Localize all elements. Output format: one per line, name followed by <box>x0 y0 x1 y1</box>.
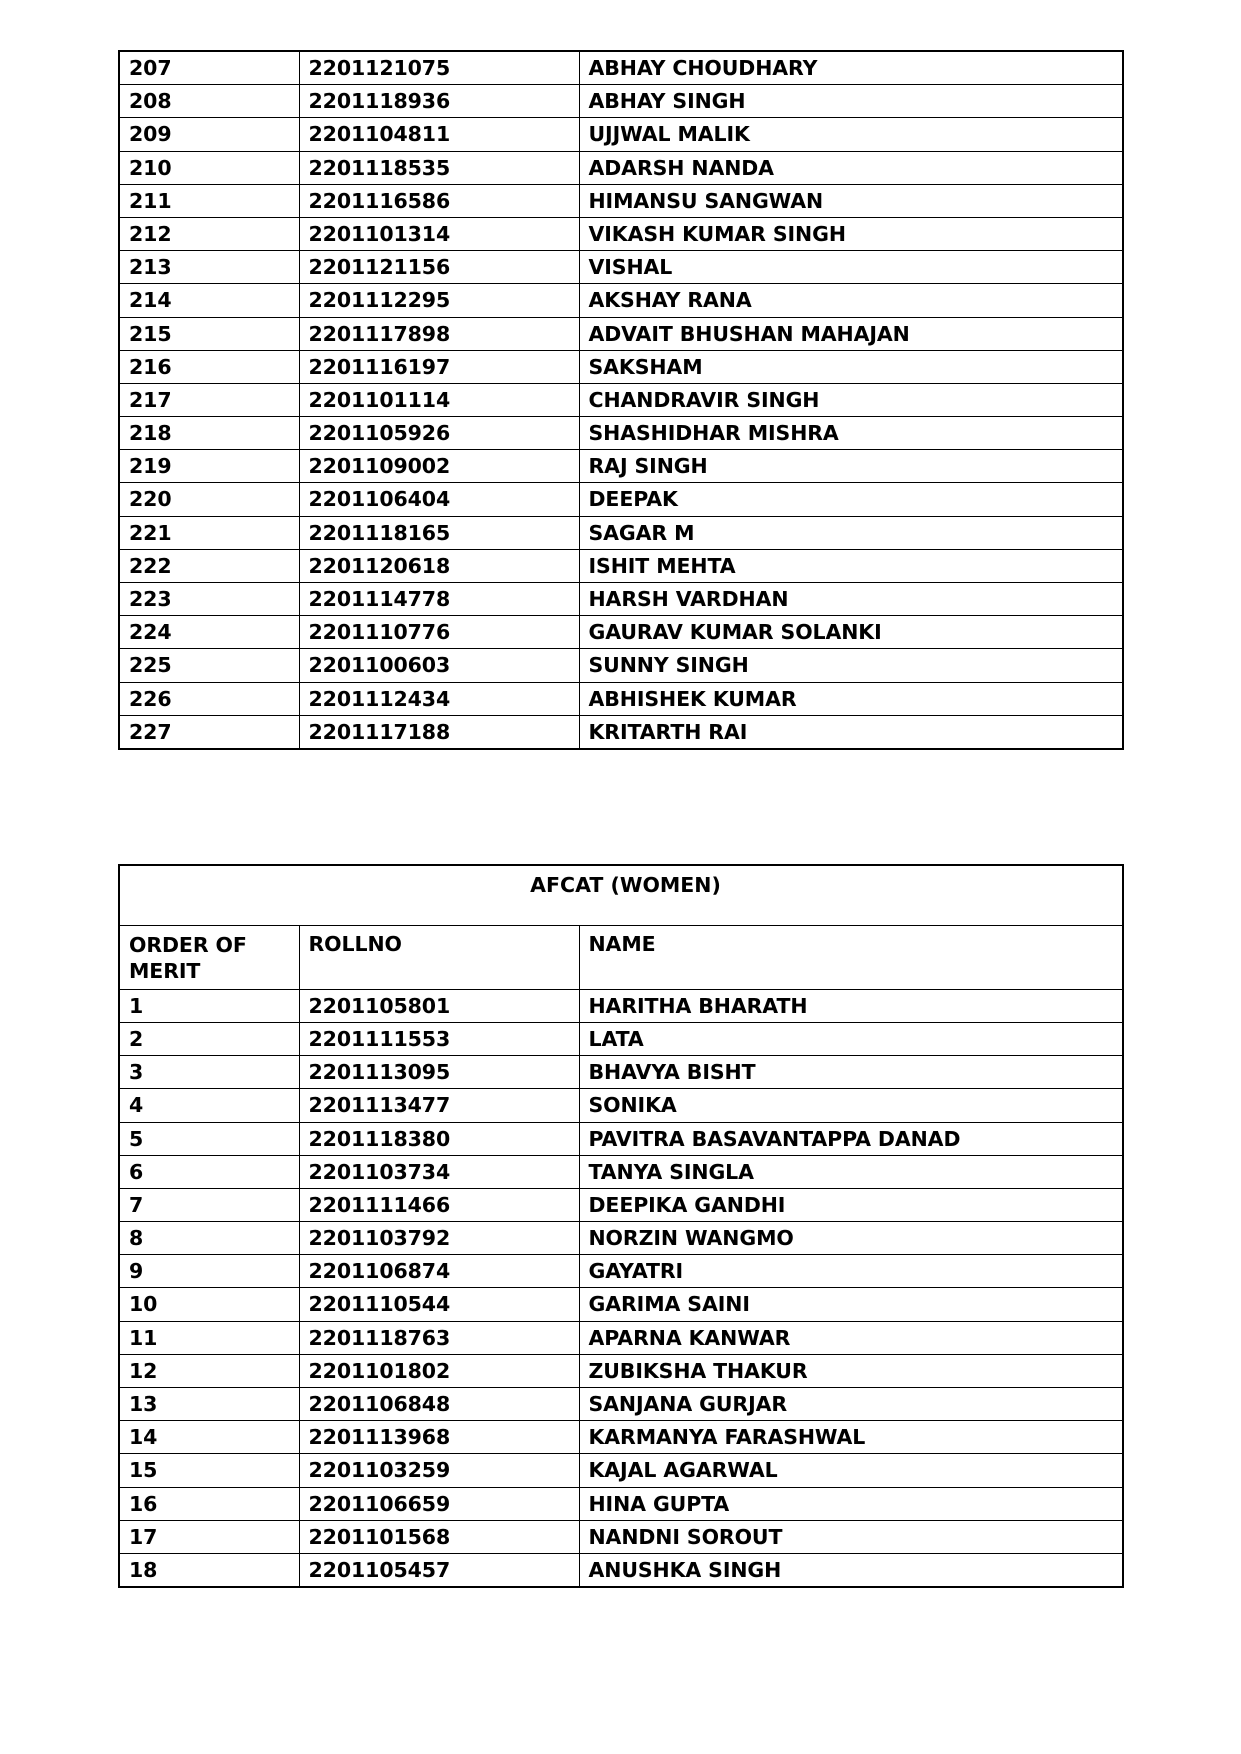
cell-name: DEEPAK <box>579 483 1123 516</box>
table-row <box>119 516 1123 549</box>
cell-order: 214 <box>119 284 299 317</box>
cell-rollno: 2201112295 <box>299 284 579 317</box>
cell-rollno: 2201111466 <box>299 1188 579 1221</box>
table-row <box>119 1454 1123 1487</box>
cell-name: PAVITRA BASAVANTAPPA DANAD <box>579 1122 1123 1155</box>
cell-rollno: 2201106848 <box>299 1388 579 1421</box>
cell-rollno: 2201118535 <box>299 151 579 184</box>
cell-rollno: 2201118380 <box>299 1122 579 1155</box>
cell-rollno: 2201100603 <box>299 649 579 682</box>
merit-table <box>118 50 1124 750</box>
cell-name: RAJ SINGH <box>579 450 1123 483</box>
cell-rollno: 2201110776 <box>299 616 579 649</box>
table-row <box>119 350 1123 383</box>
cell-rollno: 2201103792 <box>299 1222 579 1255</box>
cell-order: 208 <box>119 85 299 118</box>
cell-rollno: 2201118165 <box>299 516 579 549</box>
cell-order: 3 <box>119 1056 299 1089</box>
table-row <box>119 583 1123 616</box>
cell-name: ADARSH NANDA <box>579 151 1123 184</box>
cell-name: ABHISHEK KUMAR <box>579 682 1123 715</box>
table-row <box>119 1022 1123 1055</box>
cell-name: ABHAY CHOUDHARY <box>579 51 1123 85</box>
cell-order: 216 <box>119 350 299 383</box>
cell-order: 209 <box>119 118 299 151</box>
cell-order: 207 <box>119 51 299 85</box>
table-row <box>119 1222 1123 1255</box>
cell-rollno: 2201101314 <box>299 217 579 250</box>
table-row <box>119 649 1123 682</box>
table-row <box>119 450 1123 483</box>
table-row <box>119 51 1123 85</box>
cell-rollno: 2201120618 <box>299 549 579 582</box>
column-header-order: ORDER OF MERIT <box>119 925 299 989</box>
column-header-roll: ROLLNO <box>299 925 579 989</box>
table-row <box>119 1388 1123 1421</box>
cell-order: 213 <box>119 251 299 284</box>
cell-order: 8 <box>119 1222 299 1255</box>
cell-rollno: 2201121075 <box>299 51 579 85</box>
cell-order: 7 <box>119 1188 299 1221</box>
cell-order: 217 <box>119 383 299 416</box>
table-row <box>119 1288 1123 1321</box>
table-row <box>119 317 1123 350</box>
cell-name: NORZIN WANGMO <box>579 1222 1123 1255</box>
cell-name: VIKASH KUMAR SINGH <box>579 217 1123 250</box>
table-row <box>119 1089 1123 1122</box>
cell-order: 215 <box>119 317 299 350</box>
cell-rollno: 2201113477 <box>299 1089 579 1122</box>
cell-name: ANUSHKA SINGH <box>579 1553 1123 1587</box>
section-banner-row <box>119 865 1123 925</box>
cell-order: 223 <box>119 583 299 616</box>
table-row <box>119 1487 1123 1520</box>
cell-name: ZUBIKSHA THAKUR <box>579 1354 1123 1387</box>
cell-name: BHAVYA BISHT <box>579 1056 1123 1089</box>
cell-rollno: 2201104811 <box>299 118 579 151</box>
cell-order: 227 <box>119 715 299 749</box>
table-row <box>119 417 1123 450</box>
cell-rollno: 2201101568 <box>299 1520 579 1553</box>
table-row <box>119 85 1123 118</box>
table-row <box>119 1553 1123 1587</box>
cell-order: 18 <box>119 1553 299 1587</box>
cell-order: 219 <box>119 450 299 483</box>
cell-rollno: 2201106874 <box>299 1255 579 1288</box>
table-body <box>119 51 1123 749</box>
cell-order: 14 <box>119 1421 299 1454</box>
cell-name: SHASHIDHAR MISHRA <box>579 417 1123 450</box>
table-row <box>119 1155 1123 1188</box>
cell-name: ABHAY SINGH <box>579 85 1123 118</box>
cell-order: 10 <box>119 1288 299 1321</box>
cell-rollno: 2201113968 <box>299 1421 579 1454</box>
cell-name: LATA <box>579 1022 1123 1055</box>
cell-name: UJJWAL MALIK <box>579 118 1123 151</box>
table-row <box>119 1321 1123 1354</box>
cell-name: VISHAL <box>579 251 1123 284</box>
cell-rollno: 2201103734 <box>299 1155 579 1188</box>
cell-order: 218 <box>119 417 299 450</box>
cell-order: 222 <box>119 549 299 582</box>
cell-rollno: 2201112434 <box>299 682 579 715</box>
cell-order: 225 <box>119 649 299 682</box>
cell-name: GAURAV KUMAR SOLANKI <box>579 616 1123 649</box>
cell-rollno: 2201101802 <box>299 1354 579 1387</box>
table-row <box>119 1122 1123 1155</box>
cell-order: 226 <box>119 682 299 715</box>
table-body <box>119 865 1123 1587</box>
cell-order: 221 <box>119 516 299 549</box>
cell-order: 16 <box>119 1487 299 1520</box>
cell-rollno: 2201121156 <box>299 251 579 284</box>
cell-order: 11 <box>119 1321 299 1354</box>
table-row <box>119 1188 1123 1221</box>
cell-order: 220 <box>119 483 299 516</box>
cell-name: SONIKA <box>579 1089 1123 1122</box>
cell-rollno: 2201105926 <box>299 417 579 450</box>
cell-order: 15 <box>119 1454 299 1487</box>
cell-order: 17 <box>119 1520 299 1553</box>
cell-name: CHANDRAVIR SINGH <box>579 383 1123 416</box>
table-row <box>119 549 1123 582</box>
merit-table-men-continued <box>118 50 1122 750</box>
cell-name: KAJAL AGARWAL <box>579 1454 1123 1487</box>
cell-rollno: 2201109002 <box>299 450 579 483</box>
cell-order: 224 <box>119 616 299 649</box>
cell-order: 9 <box>119 1255 299 1288</box>
column-header-name: NAME <box>579 925 1123 989</box>
cell-rollno: 2201116586 <box>299 184 579 217</box>
cell-order: 12 <box>119 1354 299 1387</box>
table-row <box>119 251 1123 284</box>
table-row <box>119 1421 1123 1454</box>
cell-rollno: 2201111553 <box>299 1022 579 1055</box>
table-row <box>119 217 1123 250</box>
merit-table <box>118 864 1124 1588</box>
cell-order: 1 <box>119 989 299 1022</box>
cell-name: NANDNI SOROUT <box>579 1520 1123 1553</box>
cell-order: 4 <box>119 1089 299 1122</box>
cell-order: 6 <box>119 1155 299 1188</box>
cell-name: GARIMA SAINI <box>579 1288 1123 1321</box>
cell-name: KRITARTH RAI <box>579 715 1123 749</box>
cell-order: 211 <box>119 184 299 217</box>
cell-name: ADVAIT BHUSHAN MAHAJAN <box>579 317 1123 350</box>
table-row <box>119 483 1123 516</box>
cell-name: DEEPIKA GANDHI <box>579 1188 1123 1221</box>
cell-order: 13 <box>119 1388 299 1421</box>
cell-rollno: 2201114778 <box>299 583 579 616</box>
table-row <box>119 184 1123 217</box>
cell-name: KARMANYA FARASHWAL <box>579 1421 1123 1454</box>
cell-rollno: 2201113095 <box>299 1056 579 1089</box>
cell-name: HARITHA BHARATH <box>579 989 1123 1022</box>
cell-order: 212 <box>119 217 299 250</box>
cell-rollno: 2201118936 <box>299 85 579 118</box>
table-row <box>119 284 1123 317</box>
cell-name: ISHIT MEHTA <box>579 549 1123 582</box>
column-header-row <box>119 925 1123 989</box>
table-row <box>119 1520 1123 1553</box>
cell-name: AKSHAY RANA <box>579 284 1123 317</box>
table-row <box>119 151 1123 184</box>
table-row <box>119 715 1123 749</box>
cell-name: TANYA SINGLA <box>579 1155 1123 1188</box>
cell-name: SAKSHAM <box>579 350 1123 383</box>
cell-order: 5 <box>119 1122 299 1155</box>
cell-name: GAYATRI <box>579 1255 1123 1288</box>
cell-rollno: 2201106404 <box>299 483 579 516</box>
cell-rollno: 2201101114 <box>299 383 579 416</box>
table-row <box>119 616 1123 649</box>
cell-rollno: 2201116197 <box>299 350 579 383</box>
cell-name: SANJANA GURJAR <box>579 1388 1123 1421</box>
cell-rollno: 2201117898 <box>299 317 579 350</box>
table-row <box>119 118 1123 151</box>
cell-name: HINA GUPTA <box>579 1487 1123 1520</box>
table-row <box>119 682 1123 715</box>
cell-name: SAGAR M <box>579 516 1123 549</box>
cell-rollno: 2201117188 <box>299 715 579 749</box>
cell-name: SUNNY SINGH <box>579 649 1123 682</box>
table-row <box>119 383 1123 416</box>
table-row <box>119 989 1123 1022</box>
table-row <box>119 1354 1123 1387</box>
cell-order: 210 <box>119 151 299 184</box>
cell-name: HIMANSU SANGWAN <box>579 184 1123 217</box>
cell-rollno: 2201110544 <box>299 1288 579 1321</box>
section-banner-label: AFCAT (WOMEN) <box>119 865 1123 925</box>
cell-rollno: 2201105801 <box>299 989 579 1022</box>
cell-order: 2 <box>119 1022 299 1055</box>
cell-name: APARNA KANWAR <box>579 1321 1123 1354</box>
table-row <box>119 1255 1123 1288</box>
cell-rollno: 2201106659 <box>299 1487 579 1520</box>
merit-table-women <box>118 864 1122 1588</box>
cell-name: HARSH VARDHAN <box>579 583 1123 616</box>
table-row <box>119 1056 1123 1089</box>
cell-rollno: 2201103259 <box>299 1454 579 1487</box>
cell-rollno: 2201105457 <box>299 1553 579 1587</box>
cell-rollno: 2201118763 <box>299 1321 579 1354</box>
